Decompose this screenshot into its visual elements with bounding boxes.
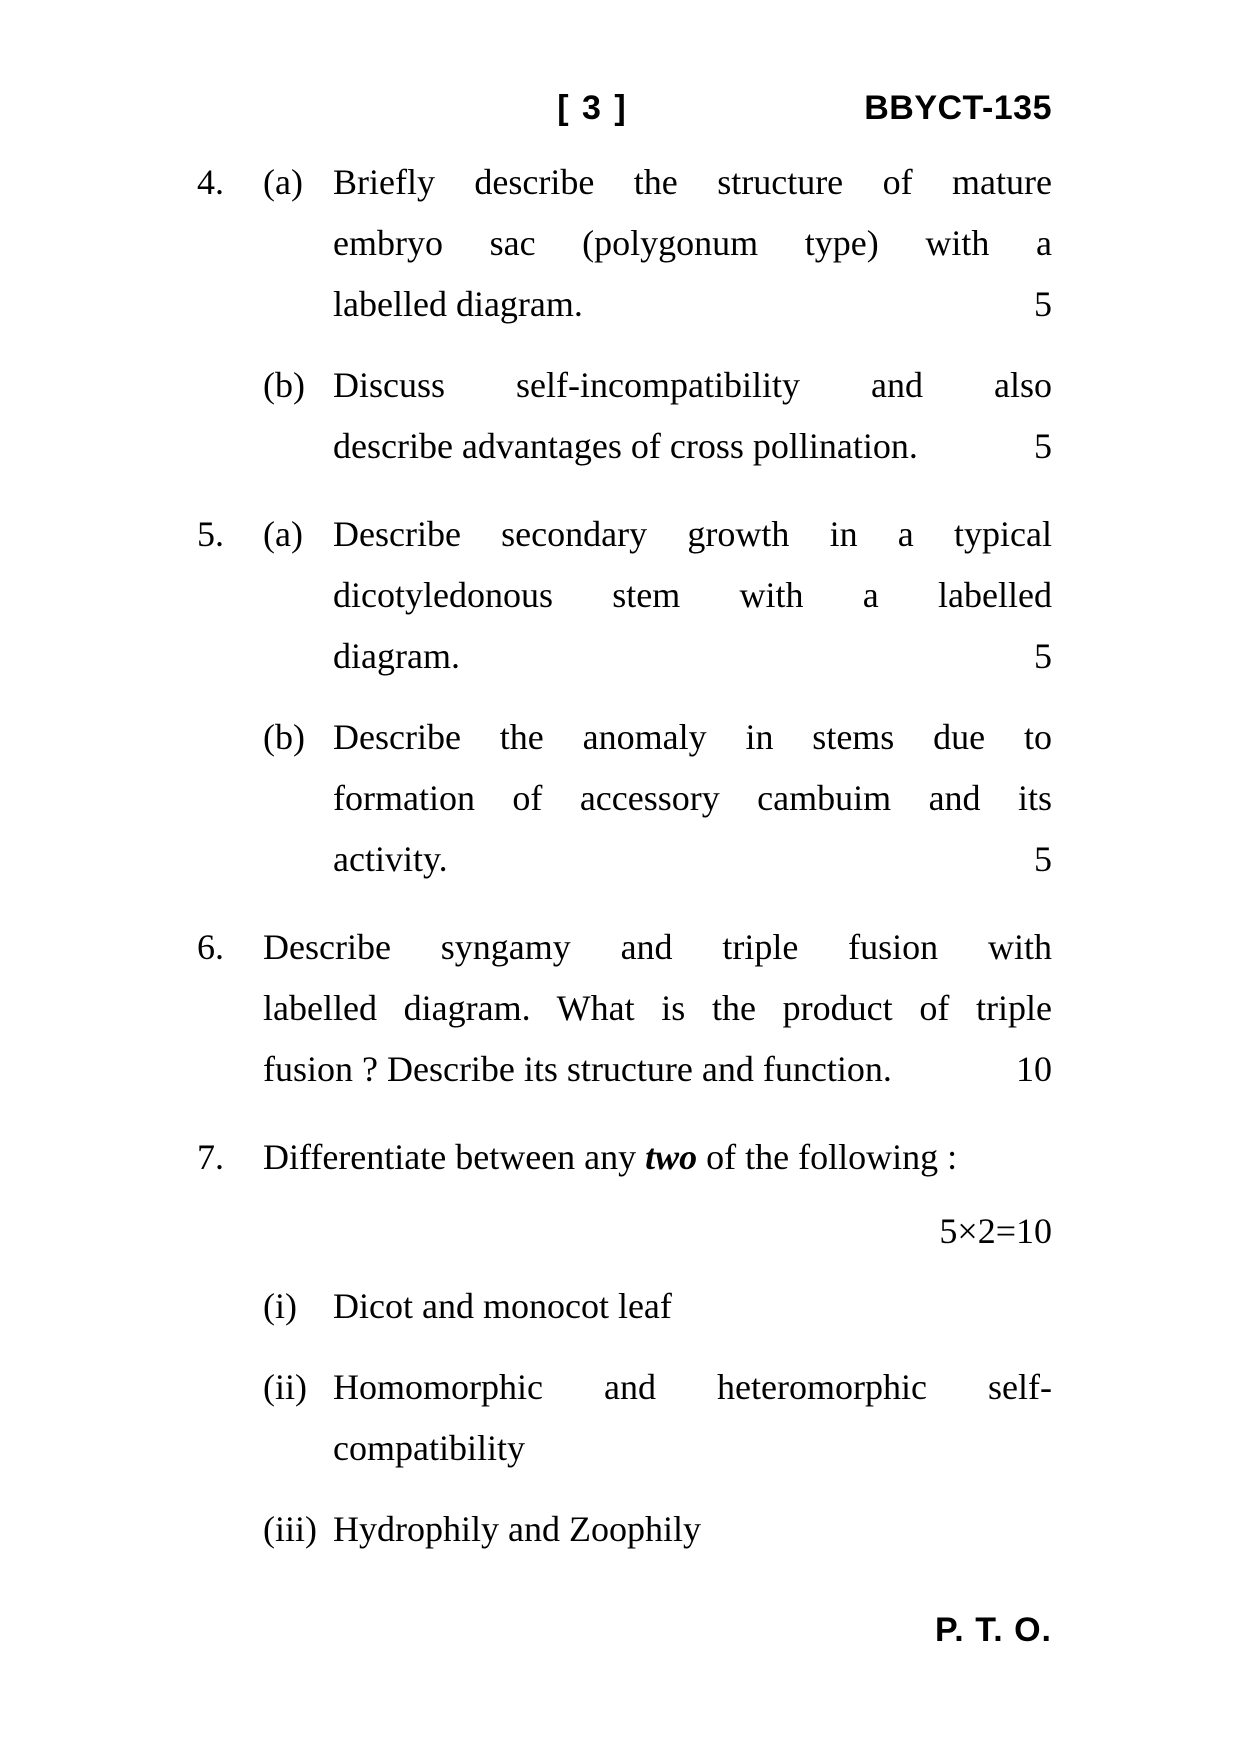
page-content [197, 0, 1052, 1560]
subitem-body [333, 1276, 1052, 1337]
text-line [263, 1127, 1052, 1188]
text-line: embryo sac (polygonum type) with a [333, 223, 1052, 263]
subitem-label: (ii) [263, 1367, 307, 1407]
subitem-text [333, 1276, 1052, 1337]
paper-code: BBYCT-135 [864, 89, 1052, 127]
question-5 [197, 504, 1052, 890]
text-line: Describe secondary growth in a typical [333, 514, 1052, 554]
text-line: Discuss self-incompatibility and also [333, 365, 1052, 405]
text-line: activity. [333, 839, 448, 879]
question-number: 5. [197, 514, 224, 554]
question-text [333, 504, 1052, 687]
text-line: labelled diagram. [333, 284, 583, 324]
part-label: (b) [263, 365, 305, 405]
marks-expression: 5×2=10 [939, 1211, 1052, 1251]
question-text [333, 152, 1052, 335]
question-4a [263, 152, 1052, 335]
subitem-iii [263, 1499, 1052, 1560]
text-line: Describe syngamy and triple fusion with [263, 927, 1052, 967]
text-line: Homomorphic and heteromorphic self- [333, 1367, 1052, 1407]
page-header [197, 0, 1052, 128]
text-line: Describe the anomaly in stems due to [333, 717, 1052, 757]
text-segment: Differentiate between any [263, 1137, 637, 1177]
question-5a [263, 504, 1052, 687]
text-line: Dicot and monocot leaf [333, 1286, 672, 1326]
part-body [333, 707, 1052, 890]
question-text [333, 355, 1052, 477]
subitem-label: (iii) [263, 1509, 317, 1549]
text-line: diagram. [333, 636, 460, 676]
marks-value: 5 [1034, 636, 1052, 676]
marks-value: 5 [1034, 839, 1052, 879]
subitem-body [333, 1499, 1052, 1560]
question-text [263, 1127, 1052, 1188]
question-4b [263, 355, 1052, 477]
text-line: fusion ? Describe its structure and function. [263, 1049, 892, 1089]
question-number: 4. [197, 162, 224, 202]
marks-value: 5 [1034, 426, 1052, 466]
part-label: (b) [263, 717, 305, 757]
question-body [263, 504, 1052, 890]
text-line: formation of accessory cambuim and its [333, 778, 1052, 818]
subitem-text [333, 1499, 1052, 1560]
subitem-i [263, 1276, 1052, 1337]
part-label: (a) [263, 514, 303, 554]
text-line: describe advantages of cross pollination. [333, 426, 918, 466]
marks-value: 5 [1034, 284, 1052, 324]
subitem-label: (i) [263, 1286, 297, 1326]
page-turn-over-note: P. T. O. [935, 1611, 1052, 1649]
question-text [333, 707, 1052, 890]
subitem-text [333, 1357, 1052, 1479]
marks-value: 10 [1016, 1049, 1052, 1089]
subitem-ii [263, 1357, 1052, 1479]
question-body [263, 1127, 1052, 1560]
question-6 [197, 917, 1052, 1100]
question-5b [263, 707, 1052, 890]
text-line: labelled diagram. What is the product of triple [263, 988, 1052, 1028]
text-segment: of the following : [706, 1137, 958, 1177]
question-number: 7. [197, 1137, 224, 1177]
subitem-body [333, 1357, 1052, 1479]
part-body [333, 355, 1052, 477]
question-body [263, 917, 1052, 1100]
part-label: (a) [263, 162, 303, 202]
question-body [263, 152, 1052, 477]
question-number: 6. [197, 927, 224, 967]
question-4 [197, 152, 1052, 477]
part-body [333, 152, 1052, 335]
emphasized-word: two [645, 1137, 698, 1177]
part-body [333, 504, 1052, 687]
text-line: compatibility [333, 1428, 525, 1468]
text-line: Hydrophily and Zoophily [333, 1509, 701, 1549]
question-text [263, 917, 1052, 1100]
page-number: [ 3 ] [557, 89, 628, 127]
question-7 [197, 1127, 1052, 1560]
text-line: dicotyledonous stem with a labelled [333, 575, 1052, 615]
text-line: Briefly describe the structure of mature [333, 162, 1052, 202]
